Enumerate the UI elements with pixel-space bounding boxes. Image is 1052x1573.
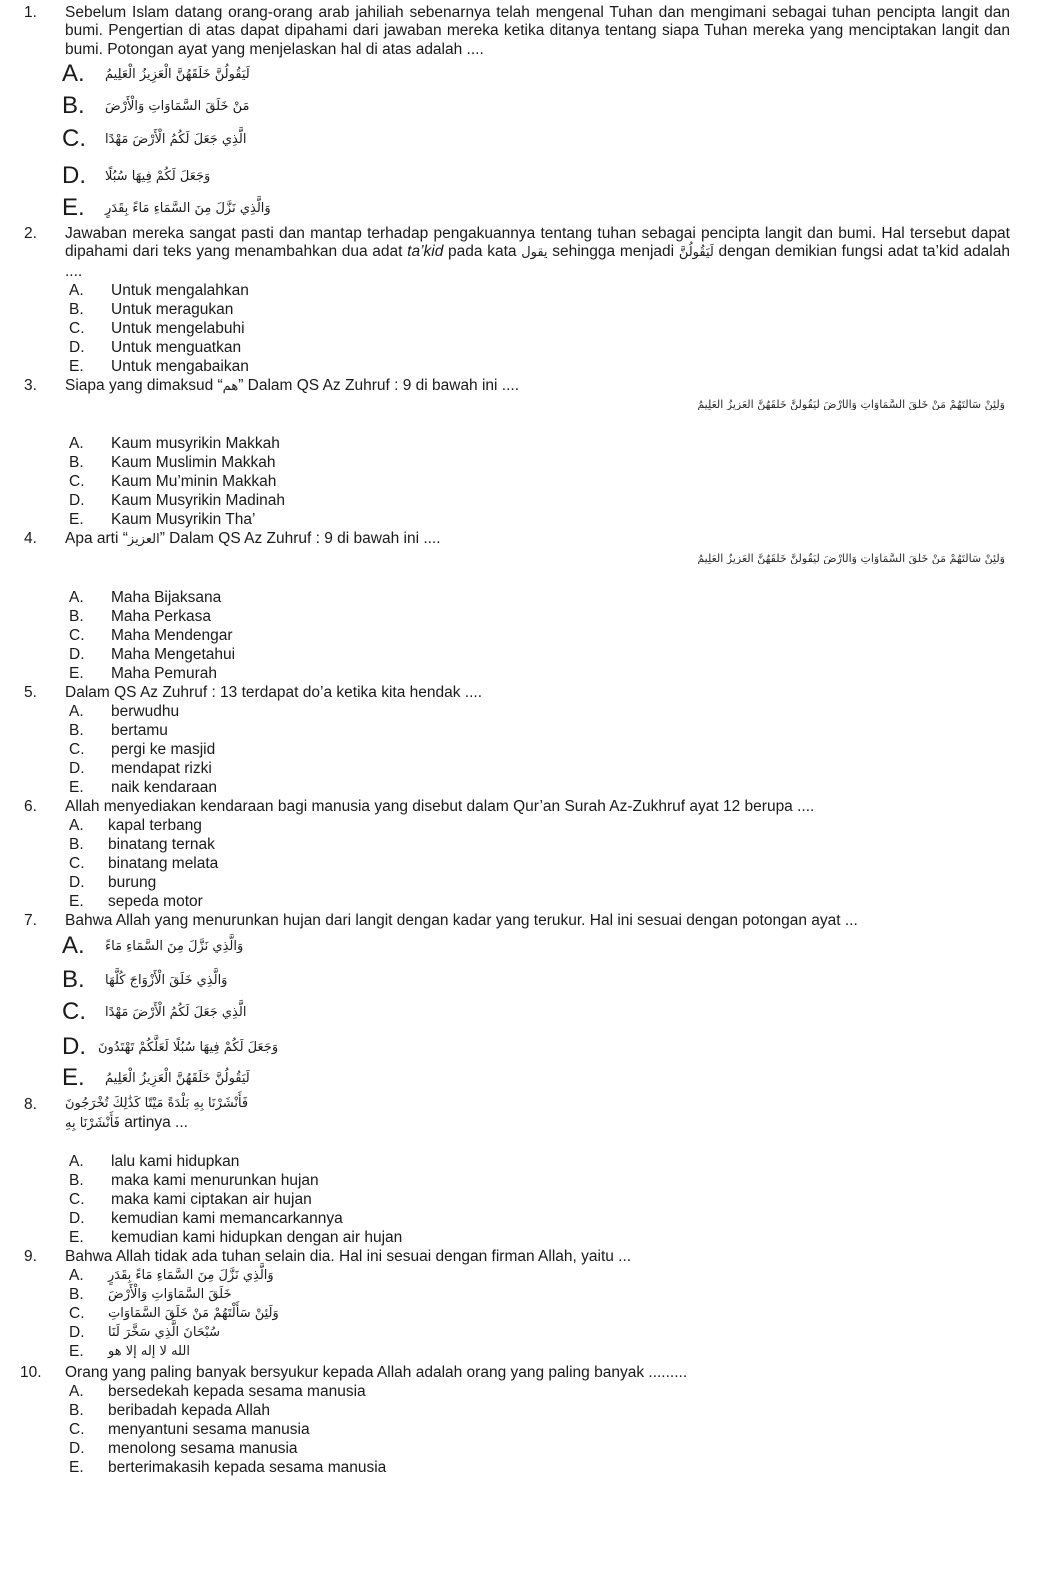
quran-verse: وَلَئِنْ سَأَلْتَهُمْ مَنْ خَلَقَ السَّمَاوَاتِ وَالْأَرْضَ لَيَقُولُنَّ خَلَقَهُنَّ الْعَزِيزُ الْعَلِيمُ [697,399,1005,410]
arabic-verse: فَأَنْشَرْنَا بِهِ بَلْدَةً مَيْتًا كَذَٰلِكَ تُخْرَجُونَ [65,1096,249,1111]
arabic-word: يقول [521,245,548,261]
option-arabic: وَجَعَلَ لَكُمْ فِيهَا سُبُلًا لَعَلَّكُمْ تَهْتَدُونَ [98,1040,279,1055]
arabic-word: العزيز [127,532,160,547]
option-letter: A. [69,1153,84,1170]
option-text: Maha Perkasa [111,608,211,625]
option-letter: C. [69,1191,85,1208]
question-number: 10. [20,1364,42,1381]
option-text: mendapat rizki [111,760,212,777]
question-number: 9. [24,1248,37,1265]
question-number: 6. [24,798,37,815]
option-text: maka kami menurunkan hujan [111,1172,319,1189]
option-letter: D. [69,492,85,509]
question-number: 4. [24,530,37,547]
option-text: sepeda motor [108,893,203,910]
option-letter: B. [69,608,84,625]
arabic-word: لَيَقُولُنَّ [678,245,714,261]
option-text: naik kendaraan [111,779,217,796]
option-letter: C. [69,627,85,644]
option-arabic: الَّذِي جَعَلَ لَكُمُ الْأَرْضَ مَهْدًا [105,132,247,147]
option-text: maka kami ciptakan air hujan [111,1191,312,1208]
option-letter: B. [69,1286,84,1303]
option-letter: A. [62,60,85,87]
option-text: bersedekah kepada sesama manusia [108,1383,366,1400]
option-text: pergi ke masjid [111,741,216,758]
option-text: Untuk meragukan [111,301,234,318]
option-text: burung [108,874,157,891]
option-letter: A. [69,1267,84,1284]
option-arabic: وَلَئِنْ سَأَلْتَهُمْ مَنْ خَلَقَ السَّمَاوَاتِ [108,1306,279,1321]
option-text: berterimakasih kepada sesama manusia [108,1459,387,1476]
question-text: Bahwa Allah yang menurunkan hujan dari langit dengan kadar yang terukur. Hal ini sesuai dengan potongan ayat ... [65,912,858,929]
question-number: 8. [24,1096,37,1113]
option-letter: E. [62,1064,85,1091]
option-text: berwudhu [111,703,180,720]
option-text: Kaum Musyrikin Tha’ [111,511,256,528]
option-letter: C. [69,473,85,490]
option-letter: B. [69,1172,84,1189]
option-text: Maha Mendengar [111,627,233,644]
option-arabic: لَيَقُولُنَّ خَلَقَهُنَّ الْعَزِيزُ الْعَلِيمُ [105,1071,250,1086]
option-arabic: وَالَّذِي نَزَّلَ مِنَ السَّمَاءِ مَاءً [105,939,244,954]
option-text: lalu kami hidupkan [111,1153,240,1170]
option-letter: D. [69,1324,85,1341]
option-arabic: الله لا إله إلا هو [108,1344,190,1359]
option-letter: D. [62,162,86,189]
option-letter: A. [69,589,84,606]
option-letter: C. [69,320,85,337]
option-letter: B. [69,722,84,739]
option-letter: E. [69,1343,84,1360]
option-letter: E. [62,194,85,221]
option-letter: C. [62,998,86,1025]
option-text: kemudian kami memancarkannya [111,1210,343,1227]
option-letter: E. [69,665,84,682]
option-text: kemudian kami hidupkan dengan air hujan [111,1229,403,1246]
option-text: Untuk menguatkan [111,339,242,356]
option-text: Kaum Musyrikin Madinah [111,492,286,509]
option-arabic: وَالَّذِي نَزَّلَ مِنَ السَّمَاءِ مَاءً بِقَدَرٍ [108,1268,274,1283]
arabic-word: فَأَنْشَرْنَا بِهِ [65,1116,120,1131]
option-letter: A. [69,435,84,452]
option-letter: C. [62,125,86,152]
option-letter: D. [69,339,85,356]
quran-verse: وَلَئِنْ سَأَلْتَهُمْ مَنْ خَلَقَ السَّمَاوَاتِ وَالْأَرْضَ لَيَقُولُنَّ خَلَقَهُنَّ الْعَزِيزُ الْعَلِيمُ [697,553,1005,564]
option-arabic: لَيَقُولُنَّ خَلَقَهُنَّ الْعَزِيزُ الْعَلِيمُ [105,67,250,82]
question-text: Bahwa Allah tidak ada tuhan selain dia. Hal ini sesuai dengan firman Allah, yaitu ... [65,1248,632,1265]
question-text: Jawaban mereka sangat pasti dan mantap terhadap pengakuannya tentang tuhan sebagai pencipta langit dan bumi. Hal tersebut dapat dipahami dari teks yang menambahkan dua adat ta’kid pada kata يقول sehingga menjadi لَيَقُولُنَّ dengan demikian fungsi adat ta’kid adalah .... [65,225,1010,280]
option-arabic: سُبْحَانَ الَّذِي سَخَّرَ لَنَا [108,1325,220,1340]
option-letter: A. [69,282,84,299]
option-text: Kaum musyrikin Makkah [111,435,280,452]
option-letter: A. [69,703,84,720]
option-text: menyantuni sesama manusia [108,1421,310,1438]
option-text: Kaum Muslimin Makkah [111,454,276,471]
option-text: Untuk mengalahkan [111,282,249,299]
option-text: binatang melata [108,855,219,872]
option-text: Maha Mengetahui [111,646,236,663]
option-letter: A. [62,932,85,959]
arabic-word: هم [222,379,239,394]
option-letter: B. [62,966,85,993]
option-text: binatang ternak [108,836,215,853]
question-number: 1. [24,4,37,21]
option-text: Maha Pemurah [111,665,217,682]
option-arabic: وَالَّذِي نَزَّلَ مِنَ السَّمَاءِ مَاءً بِقَدَرٍ [105,201,271,216]
option-letter: A. [69,817,84,834]
option-text: bertamu [111,722,168,739]
option-letter: B. [69,836,84,853]
option-letter: B. [62,92,85,119]
option-letter: D. [62,1033,86,1060]
option-text: Maha Bijaksana [111,589,222,606]
option-arabic: مَنْ خَلَقَ السَّمَاوَاتِ وَالْأَرْضَ [105,99,250,114]
option-letter: E. [69,358,84,375]
question-text: فَأَنْشَرْنَا بِهِ artinya ... [65,1114,188,1131]
option-letter: E. [69,1459,84,1476]
option-arabic: وَالَّذِي خَلَقَ الْأَزْوَاجَ كُلَّهَا [105,973,228,988]
option-text: menolong sesama manusia [108,1440,298,1457]
option-text: beribadah kepada Allah [108,1402,271,1419]
option-letter: C. [69,855,85,872]
question-text: Siapa yang dimaksud “هم” Dalam QS Az Zuhruf : 9 di bawah ini .... [65,377,520,394]
option-letter: D. [69,1210,85,1227]
option-letter: B. [69,454,84,471]
option-arabic: الَّذِي جَعَلَ لَكُمُ الْأَرْضَ مَهْدًا [105,1005,247,1020]
option-text: Untuk mengelabuhi [111,320,245,337]
option-arabic: خَلَقَ السَّمَاوَاتِ وَالْأَرْضَ [108,1287,232,1302]
option-letter: D. [69,646,85,663]
option-letter: B. [69,1402,84,1419]
option-text: kapal terbang [108,817,202,834]
option-text: Untuk mengabaikan [111,358,249,375]
option-letter: D. [69,760,85,777]
option-letter: D. [69,874,85,891]
question-number: 7. [24,912,37,929]
option-text: Kaum Mu’minin Makkah [111,473,277,490]
option-letter: E. [69,893,84,910]
question-number: 5. [24,684,37,701]
option-arabic: وَجَعَلَ لَكُمْ فِيهَا سُبُلًا [105,169,211,184]
question-text: Sebelum Islam datang orang-orang arab jahiliah sebenarnya telah mengenal Tuhan dan mengimani sebagai tuhan pencipta langit dan bumi. Pengertian di atas dapat dipahami dari jawaban mereka ketika ditanya tentang siapa Tuhan mereka yang menciptakan langit dan bumi. Potongan ayat yang menjelaskan hal di atas adalah .... [65,4,1010,58]
option-letter: A. [69,1383,84,1400]
question-number: 2. [24,225,37,242]
question-text: Apa arti “العزيز” Dalam QS Az Zuhruf : 9 di bawah ini .... [65,530,441,547]
option-letter: C. [69,741,85,758]
question-text: Dalam QS Az Zuhruf : 13 terdapat do’a ketika kita hendak .... [65,684,483,701]
option-letter: C. [69,1421,85,1438]
question-number: 3. [24,377,37,394]
option-letter: E. [69,511,84,528]
question-text: Allah menyediakan kendaraan bagi manusia yang disebut dalam Qur’an Surah Az-Zukhruf ayat 12 berupa .... [65,798,815,815]
question-text: Orang yang paling banyak bersyukur kepada Allah adalah orang yang paling banyak ......... [65,1364,688,1381]
option-letter: E. [69,1229,84,1246]
option-letter: B. [69,301,84,318]
option-letter: E. [69,779,84,796]
option-letter: C. [69,1305,85,1322]
option-letter: D. [69,1440,85,1457]
